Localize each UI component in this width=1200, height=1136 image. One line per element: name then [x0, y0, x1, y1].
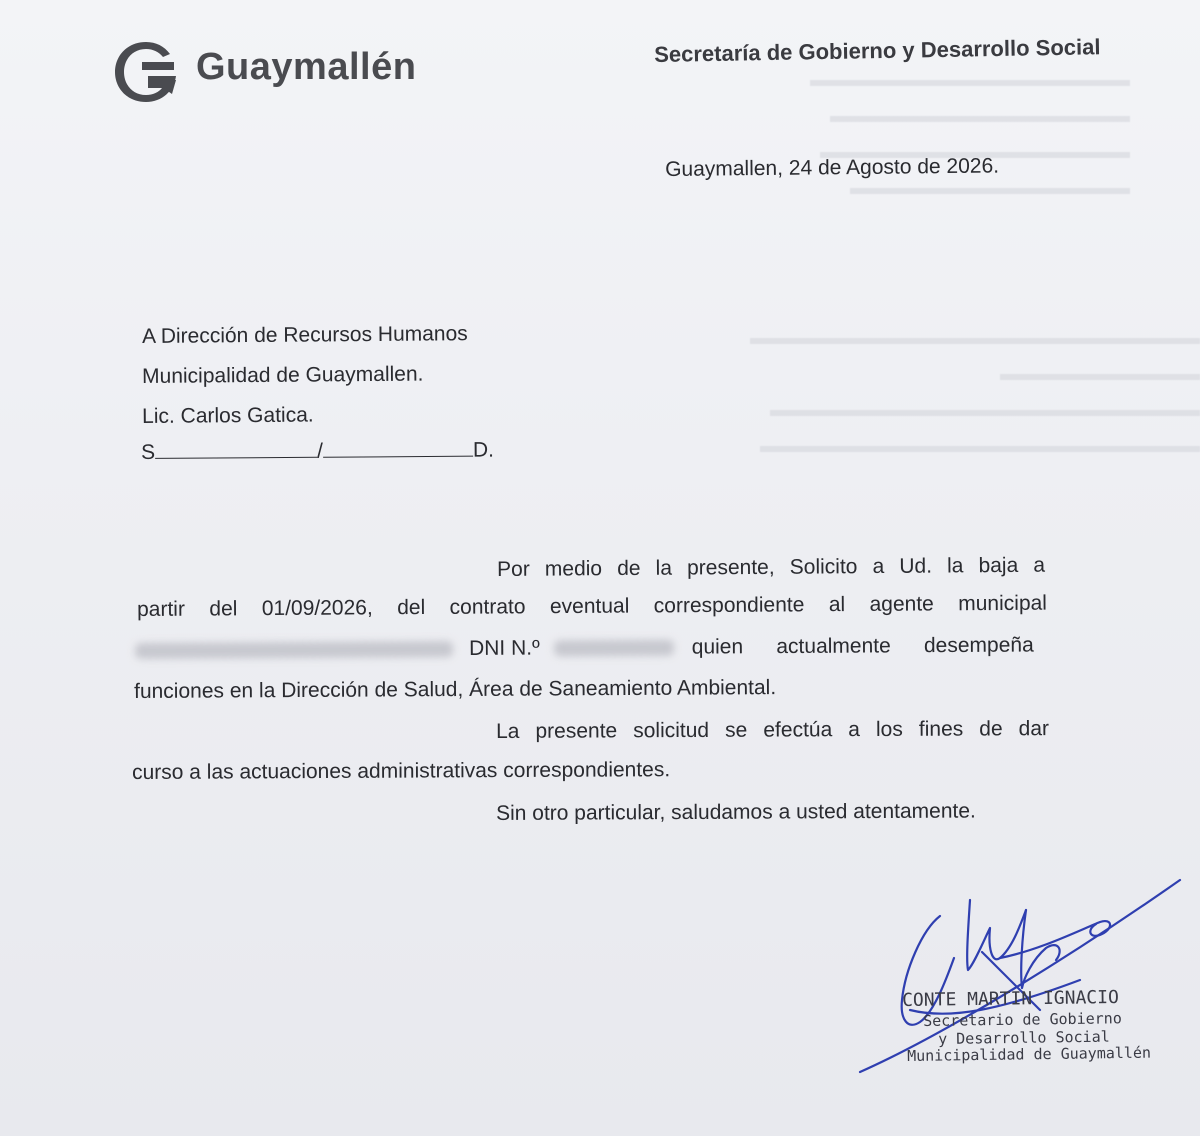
body-p1-line-2 — [137, 592, 1047, 622]
p1-l1-word: presente, — [686, 555, 775, 580]
addressee-line-3: Lic. Carlos Gatica. — [142, 403, 314, 428]
p1-l3-word: quien — [691, 635, 744, 659]
body-p2-line-2: curso a las actuaciones administrativas correspondientes. — [132, 758, 671, 784]
p2-l1-word: La — [496, 719, 520, 743]
p2-l1-word: efectúa — [763, 718, 833, 742]
p1-l1-word: a — [872, 554, 885, 579]
p1-l1-word: la — [946, 554, 964, 578]
sd-blank-2 — [323, 438, 473, 458]
p1-l2-word: del — [209, 597, 238, 621]
p1-l2-word: correspondiente — [653, 593, 805, 618]
p2-l1-word: a — [848, 718, 861, 742]
signatory-title-3: Municipalidad de Guaymallén — [907, 1043, 1152, 1065]
p1-l2-word: partir — [137, 597, 186, 621]
p1-l2-word: municipal — [958, 591, 1048, 616]
p1-l1-word: a — [1033, 553, 1046, 577]
body-p1-line-4: funciones en la Dirección de Salud, Área de Saneamiento Ambiental. — [134, 676, 777, 703]
p1-l2-word: 01/09/2026, — [261, 596, 373, 621]
p1-l1-word: medio — [544, 557, 603, 581]
signatory-title-1: Secretario de Gobierno — [923, 1009, 1122, 1030]
p1-l2-word: del — [397, 595, 426, 620]
logo-wordmark: Guaymallén — [196, 46, 417, 88]
p1-l1-word: baja — [978, 553, 1019, 578]
signatory-title-2: y Desarrollo Social — [938, 1027, 1110, 1048]
body-p1-line-3 — [135, 633, 1047, 663]
letter-date: Guaymallen, 24 de Agosto de 2026. — [665, 154, 1000, 181]
p2-l1-word: dar — [1018, 717, 1050, 741]
dni-label: DNI N.º — [468, 636, 540, 660]
body-p1-line-3-rest — [692, 634, 1034, 660]
body-p1-line-1 — [497, 554, 1045, 582]
p1-l2-word: eventual — [549, 594, 630, 619]
p2-l1-word: los — [875, 717, 903, 742]
bleed-through-middle — [740, 316, 1200, 460]
p1-l2-word: agente — [869, 592, 934, 616]
p2-l1-word: solicitud — [633, 718, 710, 743]
sd-s: S — [141, 440, 156, 464]
redacted-dni-number — [554, 640, 674, 657]
p1-l2-word: contrato — [449, 595, 526, 619]
p1-l1-word: Solicito — [789, 555, 858, 579]
p2-l1-word: de — [979, 717, 1003, 741]
signatory-name: CONTE MARTIN IGNACIO — [902, 986, 1120, 1011]
p1-l1-word: de — [617, 556, 641, 581]
p1-l1-word: Ud. — [899, 554, 933, 578]
guaymallen-logo-icon — [112, 40, 180, 104]
addressee-line-1: A Dirección de Recursos Humanos — [142, 322, 468, 348]
salutation-sd — [141, 438, 494, 465]
p1-l3-word: actualmente — [776, 634, 891, 659]
bleed-through-top — [800, 58, 1130, 202]
closing-line: Sin otro particular, saludamos a usted atentamente. — [496, 799, 976, 825]
p1-l2-word: al — [828, 593, 846, 617]
body-p2-line-1 — [496, 717, 1049, 744]
sd-blank-1 — [155, 439, 317, 459]
sd-d: D. — [472, 438, 495, 462]
redacted-agent-name — [135, 642, 453, 660]
p2-l1-word: fines — [918, 717, 964, 741]
p1-l1-word: la — [655, 556, 673, 580]
addressee-line-2: Municipalidad de Guaymallen. — [142, 362, 424, 388]
department-header: Secretaría de Gobierno y Desarrollo Social — [654, 34, 1101, 67]
sd-slash: / — [317, 439, 324, 463]
p1-l1-word: Por — [497, 557, 530, 581]
p2-l1-word: presente — [535, 719, 618, 743]
p1-l3-word: desempeña — [923, 633, 1034, 658]
p2-l1-word: se — [725, 718, 748, 742]
